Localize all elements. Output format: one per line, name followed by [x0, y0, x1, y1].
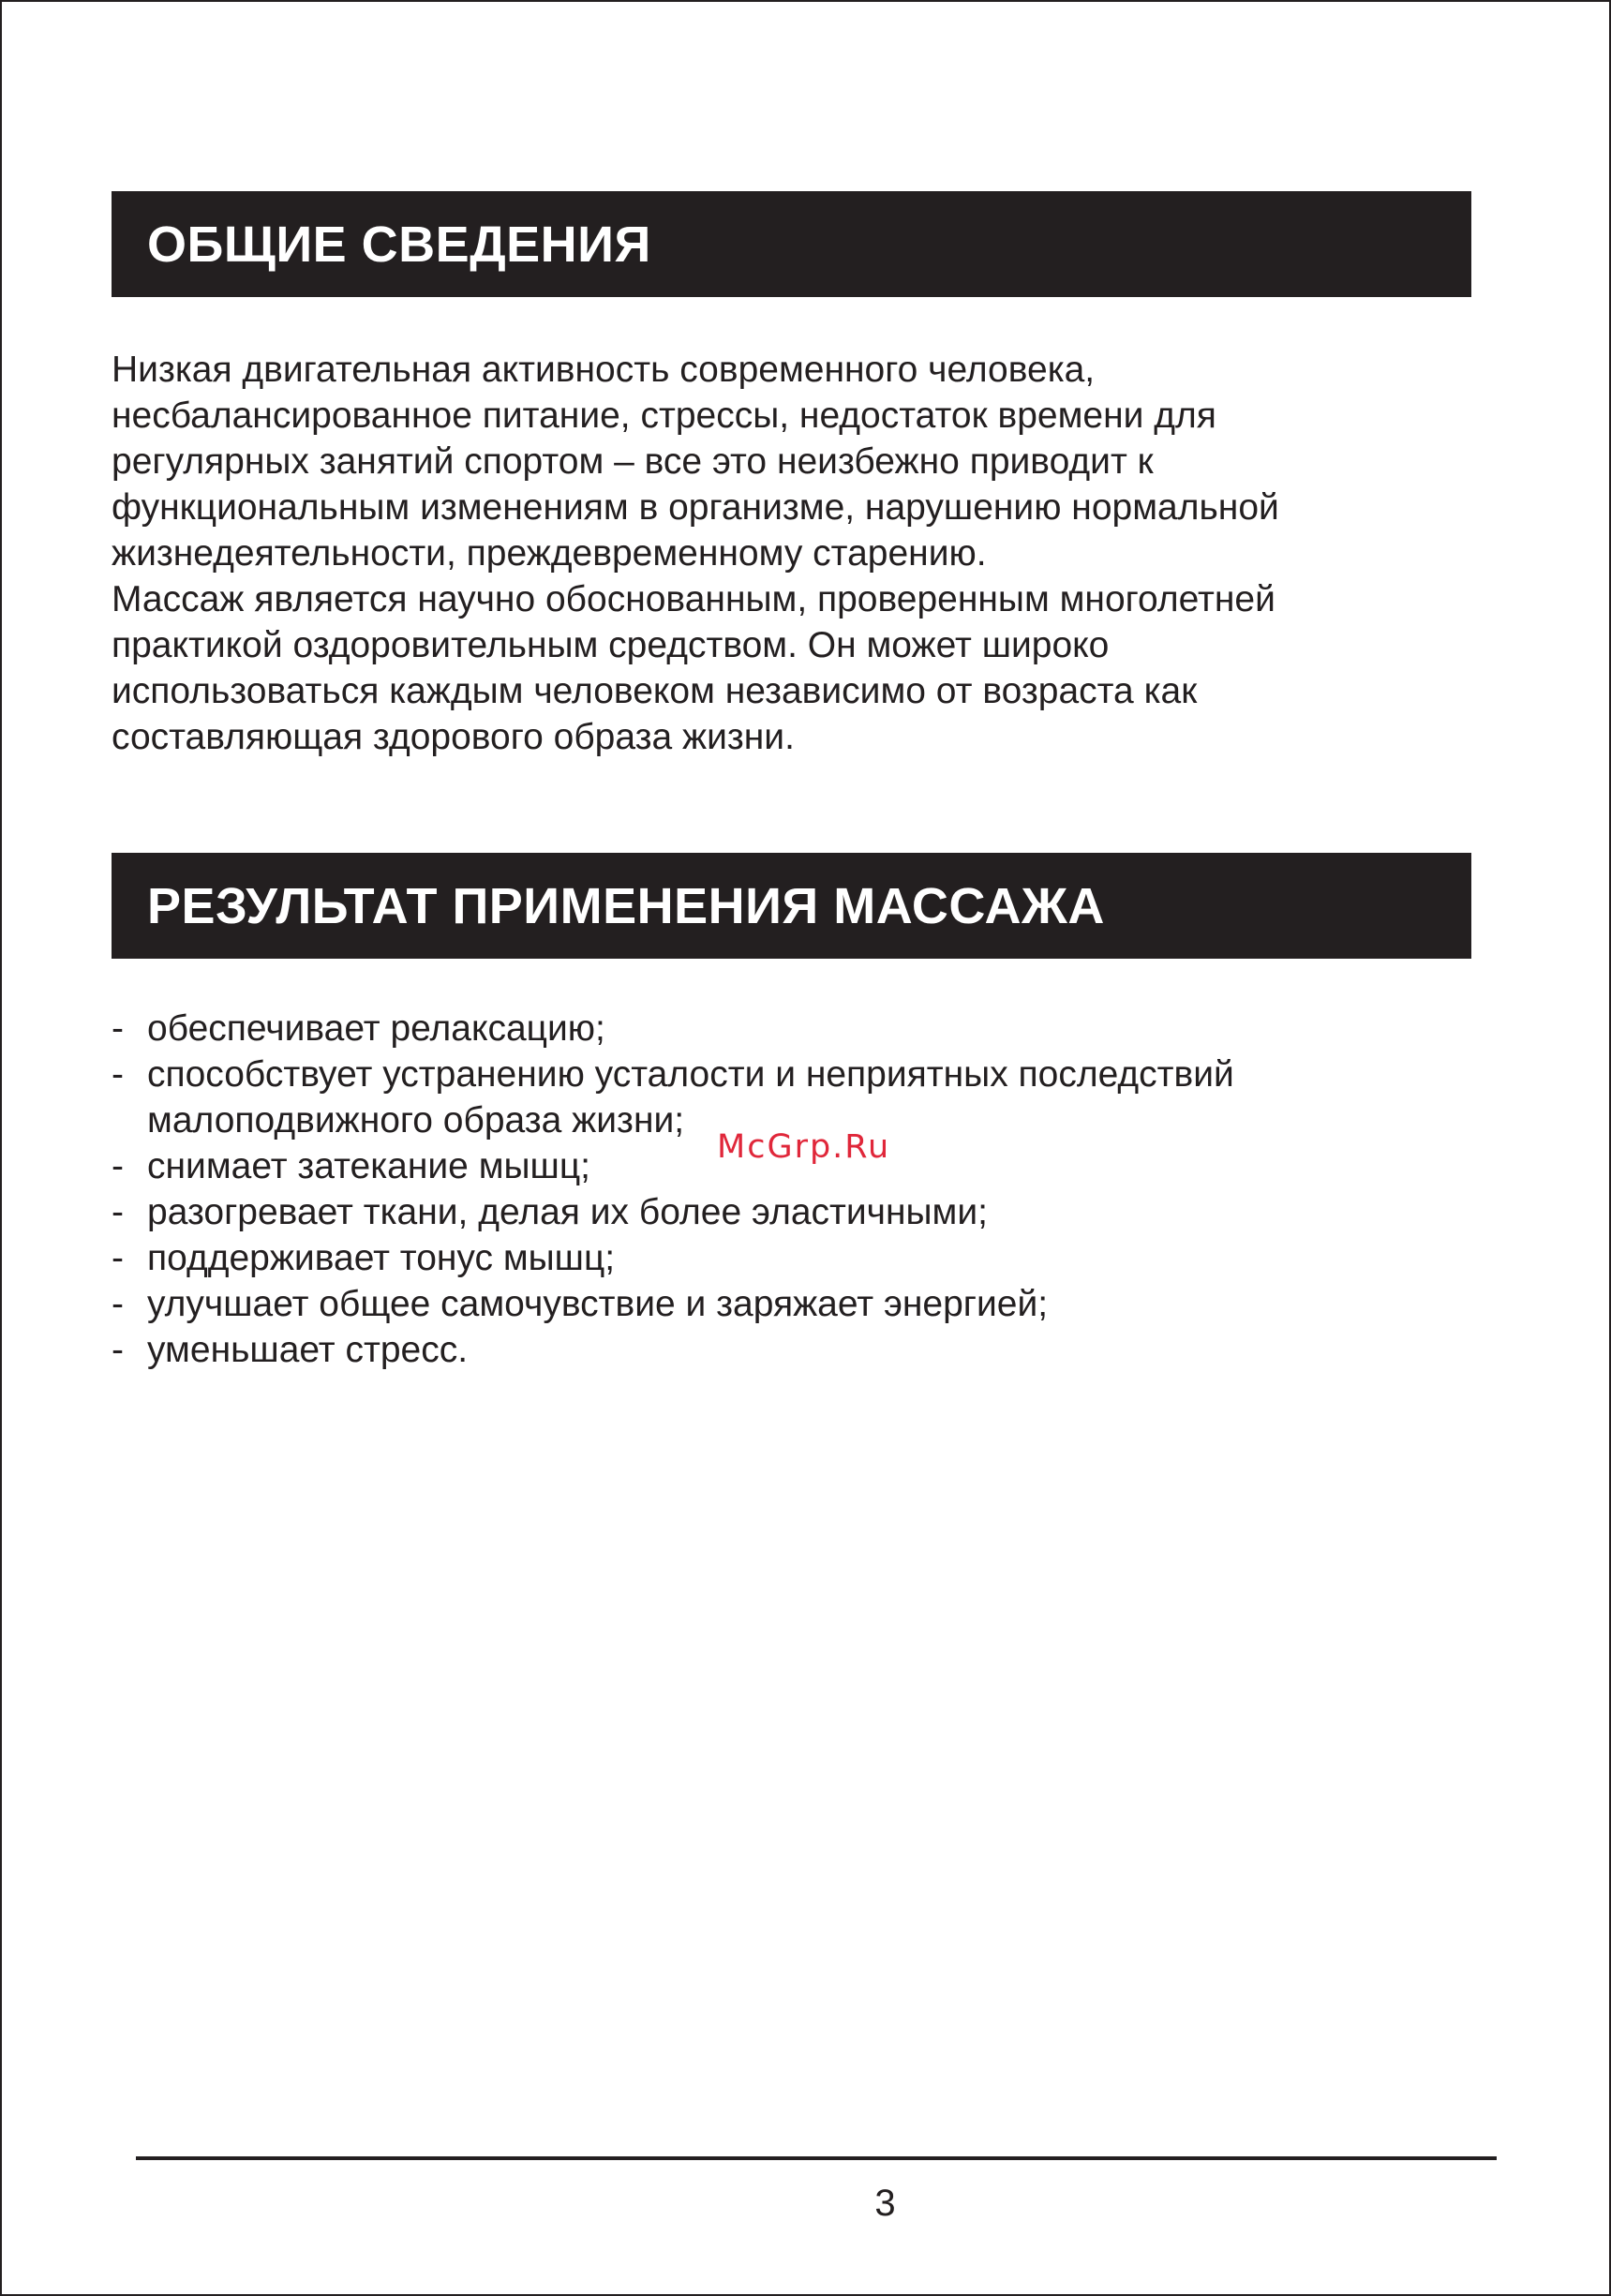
text-line: несбалансированное питание, стрессы, недостаток времени для: [112, 395, 1216, 436]
list-item: [112, 1327, 1489, 1373]
text-line: использоваться каждым человеком независимо от возраста как: [112, 671, 1198, 711]
page-number: 3: [874, 2183, 896, 2224]
text-line: Массаж является научно обоснованным, проверенным многолетней: [112, 579, 1275, 619]
list-item: [112, 1235, 1489, 1281]
list-item-text: способствует устранению усталости и неприятных последствий: [147, 1054, 1234, 1095]
list-dash: -: [112, 1330, 124, 1370]
footer-divider: [136, 2156, 1497, 2160]
list-item-text: поддерживает тонус мышц;: [147, 1238, 616, 1278]
list-item: [112, 1281, 1489, 1327]
list-dash: -: [112, 1192, 124, 1232]
list-item-text-continued: малоподвижного образа жизни;: [147, 1100, 685, 1141]
watermark: McGrp.Ru: [717, 1128, 891, 1166]
text-line: Низкая двигательная активность современного человека,: [112, 350, 1096, 390]
list-item: [112, 1189, 1489, 1235]
list-dash: -: [112, 1054, 124, 1095]
massage-result-list: [112, 1006, 1489, 1373]
general-info-paragraph: [112, 347, 1489, 760]
list-dash: -: [112, 1146, 124, 1186]
list-dash: -: [112, 1238, 124, 1278]
text-line: жизнедеятельности, преждевременному старению.: [112, 533, 987, 574]
text-line: функциональным изменениям в организме, нарушению нормальной: [112, 487, 1279, 528]
list-item-text: уменьшает стресс.: [147, 1330, 469, 1370]
list-item: [112, 1006, 1489, 1051]
list-item-text: обеспечивает релаксацию;: [147, 1008, 605, 1049]
list-dash: -: [112, 1284, 124, 1324]
list-item-text: улучшает общее самочувствие и заряжает энергией;: [147, 1284, 1049, 1324]
list-item-text: снимает затекание мышц;: [147, 1146, 591, 1186]
list-item-text: разогревает ткани, делая их более эластичными;: [147, 1192, 988, 1232]
text-line: составляющая здорового образа жизни.: [112, 717, 795, 757]
section-title-general-info: ОБЩИЕ СВЕДЕНИЯ: [112, 191, 1471, 297]
section-title-massage-result: РЕЗУЛЬТАТ ПРИМЕНЕНИЯ МАССАЖА: [112, 853, 1471, 959]
text-line: практикой оздоровительным средством. Он может широко: [112, 625, 1110, 665]
list-dash: -: [112, 1008, 124, 1049]
text-line: регулярных занятий спортом – все это неизбежно приводит к: [112, 441, 1154, 482]
